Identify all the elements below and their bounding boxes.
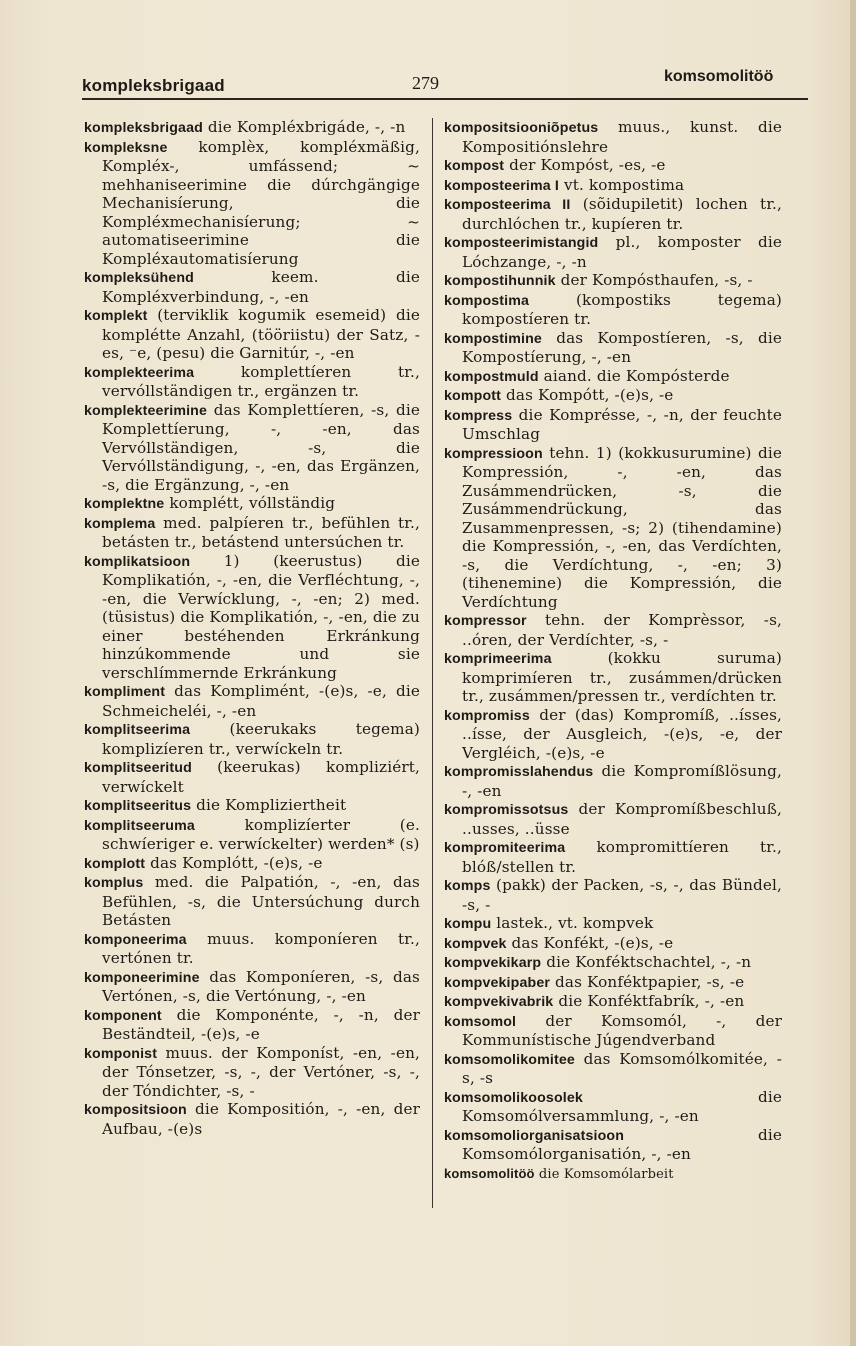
headword: komprimeerima (444, 651, 552, 667)
entry (444, 156, 782, 176)
headword: komplott (84, 855, 146, 872)
definition: vt. kompostima (559, 175, 685, 194)
headword: kompvekipaber (444, 974, 551, 991)
entry (84, 514, 420, 552)
definition: die Kompromíßlösung, -, -en (462, 762, 782, 800)
definition: die Kompositión, -, -en, der Aufbau, -(e)s (102, 1100, 420, 1138)
definition: (keerukaks tegema) komplizíeren tr., verwíckeln tr. (102, 720, 420, 758)
definition: med. palpíeren tr., befühlen tr., betásten tr., betástend untersúchen tr. (102, 513, 420, 551)
headword: kompostmuld (444, 368, 539, 385)
entry (84, 494, 420, 514)
entry (444, 291, 782, 329)
entry (444, 1088, 782, 1126)
entry (84, 930, 420, 968)
headword: kompvek (444, 935, 507, 952)
definition: komplétt, vóllständig (164, 494, 336, 512)
headword: komponeerimine (84, 969, 200, 986)
page-edge (850, 0, 856, 1346)
headword: kompostihunnik (444, 273, 556, 289)
entry (444, 838, 782, 876)
column-divider (432, 118, 433, 1208)
definition: kompromittíeren tr., blóß/stellen tr. (462, 838, 782, 876)
headword: komplus (84, 875, 144, 891)
entry (444, 934, 782, 954)
entry (444, 1164, 782, 1185)
entry (84, 552, 420, 683)
headword: kompvekikarp (444, 955, 542, 971)
definition: das Komsomólkomitée, -s, -s (462, 1049, 782, 1087)
definition: keem. die Kompléxverbindung, -, -en (102, 268, 420, 306)
headword: kompleksühend (84, 270, 194, 286)
headword: komsomoliorganisatsioon (444, 1127, 625, 1144)
definition: tehn. der Komprèssor, -s, ..óren, der Verdíchter, -s, - (462, 611, 782, 649)
entry (444, 800, 782, 838)
definition: die Kompliziertheit (191, 796, 347, 814)
definition: das Komplótt, -(e)s, -e (145, 853, 323, 872)
entry (84, 854, 420, 874)
definition: 1) (keerustus) die Komplikatión, -, -en, die Verfléchtung, -, -en, die Verwícklung, -, -en; 2) med. (tüsistus) die Komplikatión, -, -en, die zu einer bestéhenden Erkránkung hinzúkommende und sie verschlímmernde Erkránkung (102, 551, 420, 682)
definition: das Kompostíeren, -s, die Kompostíerung, -, -en (462, 328, 782, 366)
entry (444, 329, 782, 367)
entry (84, 1100, 420, 1138)
headword: kompostimine (444, 330, 542, 347)
headword: komponist (84, 1045, 158, 1062)
definition: das Komplimént, -(e)s, -e, die Schmeicheléi, -, -en (102, 682, 420, 720)
headword: kompvekivabrik (444, 994, 554, 1010)
headword: komponent (84, 1007, 162, 1024)
definition: tehn. 1) (kokkusurumine) die Kompressión, -, -en, das Zusámmendrücken, -s, die Zusámmendrückung, das Zusammenpressen, -s; 2) (tihendamine) die Kompressión, -, -en, das Verdíchten, -s, die Verdíchtung, -, -en; 3) (tihenemine) die Kompressión, die Verdíchtung (462, 443, 782, 611)
definition: der Kompóst, -es, -e (504, 156, 666, 174)
definition: das Konfékt, -(e)s, -e (506, 933, 674, 952)
definition: aiand. die Kompósterde (538, 366, 730, 385)
right-column (444, 118, 782, 1184)
entry (444, 992, 782, 1012)
running-head-right: komsomolitöö (664, 68, 774, 85)
entry (444, 1012, 782, 1050)
headword: kompu (444, 916, 492, 932)
headword: komponeerima (84, 931, 187, 948)
definition: (terviklik kogumik esemeid) die komplétte Anzahl, (tööriistu) der Satz, -es, ⁻e, (pesu) die Garnitúr, -, -en (102, 306, 420, 362)
headword: komsomolikoosolek (444, 1089, 583, 1106)
definition: der Kompromíßbeschluß, ..usses, ..üsse (462, 800, 782, 838)
headword: kompleksne (84, 139, 168, 156)
headword: kompliment (84, 684, 166, 700)
definition: das Konféktpapier, -s, -e (550, 972, 745, 991)
definition: die Konféktschachtel, -, -n (541, 953, 752, 971)
entry (444, 1050, 782, 1088)
headword: komsomol (444, 1013, 517, 1030)
headword: kompromiteerima (444, 840, 566, 856)
entry (84, 306, 420, 363)
entry (444, 386, 782, 406)
entry (84, 720, 420, 758)
definition: das Kompótt, -(e)s, -e (501, 386, 674, 404)
headword: komplektne (84, 496, 165, 512)
headword: komsomolitöö (444, 1165, 535, 1181)
definition: (kokku suruma) komprimíeren tr., zusámmen/drücken tr., zusámmen/pressen tr., verdíchten tr. (462, 649, 782, 705)
definition: die Konféktfabrík, -, -en (553, 992, 745, 1010)
definition: die Komsomólarbeit (534, 1166, 674, 1182)
headword: komplitseeritus (84, 798, 192, 814)
headword: komplekteerima (84, 364, 195, 381)
entry (444, 118, 782, 156)
definition: muus. der Komponíst, -en, -en, der Tónsetzer, -s, -, der Vertóner, -s, -, der Tóndichter, -s, - (102, 1043, 420, 1100)
headword: komplekteerimine (84, 402, 208, 419)
entry (444, 444, 782, 612)
entry (444, 649, 782, 706)
headword: kompromisslahendus (444, 764, 594, 780)
entry (444, 195, 782, 233)
entry (444, 271, 782, 291)
entry (84, 363, 420, 401)
entry (444, 973, 782, 993)
headword: komsomolikomitee (444, 1051, 575, 1068)
headword: komplitseeruma (84, 817, 195, 834)
definition: komplizíerter (e. schwíeriger e. verwíckelter) werden* (s) (102, 815, 420, 853)
definition: pl., komposter die Lóchzange, -, -n (462, 233, 782, 271)
headword: kompressor (444, 613, 527, 629)
entry (444, 1126, 782, 1164)
entry (444, 914, 782, 934)
definition: die Kompléxbrigáde, -, -n (202, 118, 406, 136)
definition: der (das) Kompromíß, ..ísses, ..ísse, der Ausgleich, -(e)s, -e, der Vergléich, -(e)s, -e (462, 705, 782, 762)
running-head-left: kompleksbrigaad (82, 76, 225, 95)
definition: der Komsomól, -, der Kommunístische Júgendverband (462, 1011, 782, 1049)
headword: komplitseerima (84, 722, 191, 738)
headword: kompostima (444, 292, 530, 309)
entry (84, 758, 420, 796)
headword: kompress (444, 407, 513, 424)
definition: lastek., vt. kompvek (491, 914, 654, 932)
entry (84, 796, 420, 816)
entry (84, 268, 420, 306)
entry (84, 968, 420, 1006)
entry (444, 367, 782, 387)
definition: (keerukas) kompliziért, verwíckelt (102, 758, 420, 796)
definition: die Komponénte, -, -n, der Beständteil, -(e)s, -e (102, 1005, 420, 1043)
headword: kompost (444, 158, 505, 174)
definition: komplèx, kompléxmäßig, Kompléx-, umfássend; ~ mehhaniseerimine die dúrchgängige Mechanisíerung, die Kompléxmechanisíerung; ~ automatiseerimine die Kompléxautomatisíerung (102, 137, 420, 268)
headword: kompositsiooniõpetus (444, 120, 599, 136)
entry (444, 706, 782, 763)
entry (444, 762, 782, 800)
entry (84, 682, 420, 720)
entry (444, 233, 782, 271)
headword: komps (444, 878, 491, 894)
headword: komplitseeritud (84, 760, 192, 776)
definition: (pakk) der Packen, -s, -, das Bündel, -s, - (462, 876, 782, 914)
entry (84, 118, 420, 138)
definition: muus., kunst. die Kompositiónslehre (462, 118, 782, 156)
entry (444, 953, 782, 973)
headword: komplema (84, 515, 156, 532)
headword: kompott (444, 388, 502, 404)
entry (84, 873, 420, 930)
header-rule (82, 98, 808, 100)
definition: das Komponíeren, -s, das Vertónen, -s, die Vertónung, -, -en (102, 967, 420, 1005)
headword: kompleksbrigaad (84, 120, 203, 136)
definition: (sõidupiletit) lochen tr., durchlóchen tr., kupíeren tr. (462, 195, 783, 233)
headword: kompositsioon (84, 1102, 187, 1118)
headword: komposteerima II (444, 197, 571, 213)
entry (84, 138, 420, 269)
definition: med. die Palpatión, -, -en, das Befühlen, -s, die Untersúchung durch Betásten (102, 873, 420, 929)
entry (84, 1044, 420, 1101)
entry (444, 876, 782, 914)
definition: komplettíeren tr., vervóllständigen tr., ergänzen tr. (102, 362, 420, 400)
definition: die Komsomólversammlung, -, -en (462, 1087, 782, 1125)
definition: (kompostiks tegema) kompostíeren tr. (462, 290, 782, 328)
headword: komposteerimistangid (444, 235, 599, 251)
entry (444, 406, 782, 444)
entry (444, 611, 782, 649)
headword: komplekt (84, 308, 148, 324)
definition: die Komprésse, -, -n, der feuchte Umschlag (462, 405, 782, 443)
headword: kompressioon (444, 445, 543, 462)
entry (84, 401, 420, 495)
definition: der Kompósthaufen, -s, - (555, 271, 753, 289)
headword: komposteerima I (444, 177, 560, 194)
page-number: 279 (412, 73, 439, 93)
entry (444, 176, 782, 196)
headword: kompromissotsus (444, 802, 569, 818)
entry (84, 816, 420, 854)
definition: muus. komponíeren tr., vertónen tr. (102, 929, 420, 967)
left-column (84, 118, 420, 1138)
headword: kompromiss (444, 707, 530, 724)
entry (84, 1006, 420, 1044)
headword: komplikatsioon (84, 553, 191, 570)
definition: das Komplettíeren, -s, die Komplettíerung, -, -en, das Vervóllständigen, -s, die Vervóllständigung, -, -en, das Ergänzen, -s, die Ergänzung, -, -en (102, 400, 420, 494)
definition: die Komsomólorganisatión, -, -en (462, 1125, 782, 1163)
